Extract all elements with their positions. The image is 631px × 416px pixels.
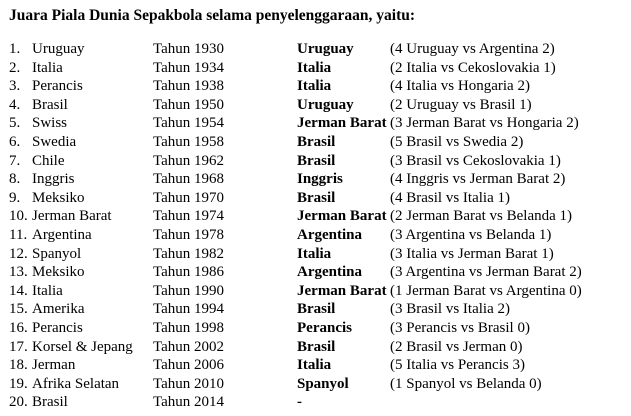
final-score: (2 Italia vs Cekoslovakia 1) <box>390 59 556 76</box>
final-score: (5 Italia vs Perancis 3) <box>390 357 525 374</box>
row-number: 19. <box>9 375 28 392</box>
final-score: (2 Jerman Barat vs Belanda 1) <box>390 208 573 225</box>
champion: Jerman Barat <box>297 282 387 299</box>
tournament-year: Tahun 1986 <box>153 264 225 281</box>
final-score: (3 Argentina vs Jerman Barat 2) <box>390 264 582 281</box>
list-row <box>0 282 631 301</box>
row-number: 15. <box>9 301 28 318</box>
host-country: Brasil <box>32 96 68 113</box>
tournament-year: Tahun 1968 <box>153 171 225 188</box>
row-number: 5. <box>9 115 21 132</box>
row-number: 12. <box>9 245 28 262</box>
list-row <box>0 300 631 319</box>
row-number: 7. <box>9 152 21 169</box>
tournament-year: Tahun 2014 <box>153 394 225 411</box>
host-country: Amerika <box>32 301 85 318</box>
tournament-year: Tahun 1990 <box>153 282 225 299</box>
tournament-year: Tahun 1950 <box>153 96 225 113</box>
tournament-year: Tahun 1970 <box>153 189 225 206</box>
host-country: Uruguay <box>32 41 85 57</box>
champion: Jerman Barat <box>297 208 387 225</box>
tournament-year: Tahun 1982 <box>153 245 225 262</box>
final-score: (1 Spanyol vs Belanda 0) <box>390 375 542 392</box>
list-row <box>0 263 631 282</box>
host-country: Korsel & Jepang <box>32 338 133 355</box>
final-score: (4 Inggris vs Jerman Barat 2) <box>390 171 566 188</box>
champions-list <box>0 40 631 412</box>
final-score: (1 Jerman Barat vs Argentina 0) <box>390 282 582 299</box>
tournament-year: Tahun 1978 <box>153 226 225 243</box>
row-number: 3. <box>9 78 21 95</box>
tournament-year: Tahun 1962 <box>153 152 225 169</box>
champion: Perancis <box>297 319 352 336</box>
champion: Brasil <box>297 189 336 206</box>
list-row <box>0 207 631 226</box>
final-score: (4 Brasil vs Italia 1) <box>390 189 510 206</box>
list-row <box>0 40 631 59</box>
final-score: (3 Brasil vs Italia 2) <box>390 301 510 318</box>
champion: Italia <box>297 59 332 76</box>
host-country: Chile <box>32 152 65 169</box>
champion: Spanyol <box>297 375 349 392</box>
final-score: (4 Uruguay vs Argentina 2) <box>390 41 555 57</box>
champion: Brasil <box>297 133 336 150</box>
list-row <box>0 152 631 171</box>
champion: Italia <box>297 245 332 262</box>
document-title: Juara Piala Dunia Sepakbola selama penyelenggaraan, yaitu: <box>9 7 416 24</box>
tournament-year: Tahun 1994 <box>153 301 225 318</box>
host-country: Italia <box>32 282 63 299</box>
list-row <box>0 245 631 264</box>
champion: Uruguay <box>297 96 354 113</box>
tournament-year: Tahun 1930 <box>153 41 225 57</box>
host-country: Spanyol <box>32 245 82 262</box>
host-country: Inggris <box>32 171 75 188</box>
tournament-year: Tahun 1958 <box>153 133 225 150</box>
list-row <box>0 393 631 412</box>
list-row <box>0 319 631 338</box>
final-score: (5 Brasil vs Swedia 2) <box>390 133 524 150</box>
host-country: Perancis <box>32 319 83 336</box>
row-number: 2. <box>9 59 21 76</box>
list-row <box>0 77 631 96</box>
row-number: 8. <box>9 171 21 188</box>
list-row <box>0 226 631 245</box>
row-number: 17. <box>9 338 28 355</box>
host-country: Meksiko <box>32 189 85 206</box>
final-score: (3 Italia vs Jerman Barat 1) <box>390 245 554 262</box>
host-country: Jerman <box>32 357 76 374</box>
host-country: Jerman Barat <box>32 208 112 225</box>
host-country: Meksiko <box>32 264 85 281</box>
final-score: (3 Perancis vs Brasil 0) <box>390 319 530 336</box>
champion: Uruguay <box>297 41 354 57</box>
tournament-year: Tahun 1998 <box>153 319 225 336</box>
champion: Brasil <box>297 152 336 169</box>
tournament-year: Tahun 1954 <box>153 115 225 132</box>
list-row <box>0 96 631 115</box>
list-row <box>0 170 631 189</box>
champion: - <box>297 394 302 411</box>
row-number: 16. <box>9 319 28 336</box>
row-number: 14. <box>9 282 28 299</box>
host-country: Argentina <box>32 226 92 243</box>
row-number: 18. <box>9 357 28 374</box>
final-score: (3 Brasil vs Cekoslovakia 1) <box>390 152 561 169</box>
tournament-year: Tahun 1938 <box>153 78 225 95</box>
champion: Brasil <box>297 338 336 355</box>
host-country: Swiss <box>32 115 68 132</box>
final-score: (3 Jerman Barat vs Hongaria 2) <box>390 115 579 132</box>
host-country: Afrika Selatan <box>32 375 120 392</box>
champion: Jerman Barat <box>297 115 387 132</box>
host-country: Swedia <box>32 133 77 150</box>
row-number: 9. <box>9 189 21 206</box>
final-score: (2 Uruguay vs Brasil 1) <box>390 96 532 113</box>
tournament-year: Tahun 1974 <box>153 208 225 225</box>
tournament-year: Tahun 2010 <box>153 375 225 392</box>
list-row <box>0 59 631 78</box>
list-row <box>0 133 631 152</box>
host-country: Perancis <box>32 78 83 95</box>
row-number: 10. <box>9 208 28 225</box>
champion: Italia <box>297 78 332 95</box>
row-number: 13. <box>9 264 28 281</box>
list-row <box>0 189 631 208</box>
tournament-year: Tahun 2002 <box>153 338 225 355</box>
host-country: Brasil <box>32 394 68 411</box>
champion: Inggris <box>297 171 343 188</box>
final-score: (2 Brasil vs Jerman 0) <box>390 338 523 355</box>
final-score: (3 Argentina vs Belanda 1) <box>390 226 552 243</box>
row-number: 11. <box>9 226 28 243</box>
row-number: 4. <box>9 96 21 113</box>
champion: Argentina <box>297 264 362 281</box>
champion: Brasil <box>297 301 336 318</box>
row-number: 1. <box>9 41 21 57</box>
final-score: (4 Italia vs Hongaria 2) <box>390 78 530 95</box>
row-number: 20. <box>9 394 28 411</box>
host-country: Italia <box>32 59 63 76</box>
tournament-year: Tahun 2006 <box>153 357 225 374</box>
champion: Argentina <box>297 226 362 243</box>
list-row <box>0 338 631 357</box>
list-row <box>0 114 631 133</box>
list-row <box>0 356 631 375</box>
tournament-year: Tahun 1934 <box>153 59 225 76</box>
row-number: 6. <box>9 133 21 150</box>
champion: Italia <box>297 357 332 374</box>
list-row <box>0 375 631 394</box>
